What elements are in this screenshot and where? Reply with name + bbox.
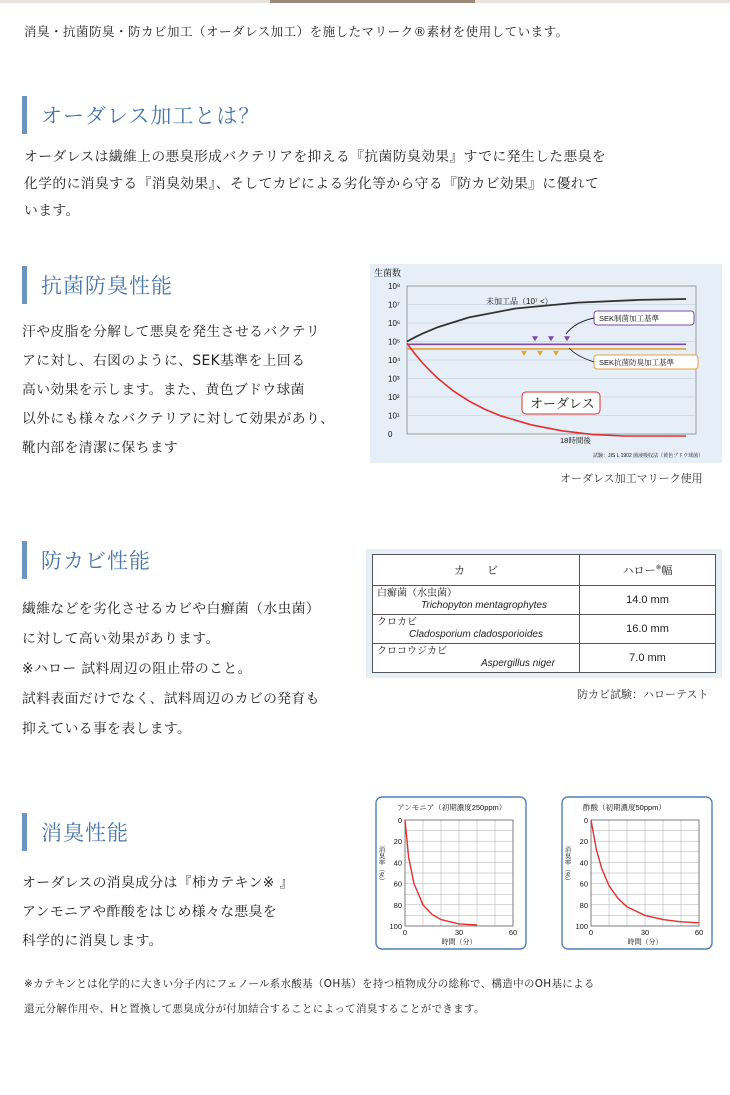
y-tick-label: 60 — [579, 879, 588, 889]
y-tick-label: 10⁷ — [388, 300, 400, 310]
y-tick-label: 0 — [388, 430, 393, 439]
mold-table-panel — [366, 549, 722, 678]
intro-text: 消臭・抗菌防臭・防カビ加工（オーダレス加工）を施したマリーク®素材を使用しています。 — [24, 24, 569, 39]
y-tick-label: 0 — [583, 816, 588, 825]
x-tick-label: 30 — [454, 928, 464, 937]
top-divider — [0, 0, 730, 3]
y-tick-label: 10⁸ — [388, 282, 401, 291]
antibacterial-line: 高い効果を示します。また、黄色ブドウ球菌 — [22, 382, 305, 398]
y-tick-label: 10⁴ — [388, 356, 401, 365]
deodorant-heading-text: 消臭性能 — [41, 821, 129, 845]
y-tick-label: 20 — [393, 837, 402, 847]
sek-bacteriostatic-pointer — [566, 318, 594, 334]
y-tick-label: 10³ — [388, 374, 400, 384]
y-tick-label: 10⁶ — [388, 319, 401, 328]
odorless-label: オーダレス — [530, 396, 595, 411]
heading-bar — [22, 813, 27, 851]
antimold-line: 試料表面だけでなく、試料周辺のカビの発育も — [22, 691, 320, 707]
acetic-acid-chart — [561, 796, 713, 950]
y-tick-label: 100 — [389, 922, 402, 931]
y-tick-label: 40 — [393, 858, 402, 868]
halo-value: 7.0 mm — [580, 644, 716, 673]
halo-value: 16.0 mm — [580, 615, 716, 644]
sek-bacteriostatic-label: SEK制菌加工基準 — [599, 314, 660, 323]
x-tick-label: 0 — [402, 928, 408, 937]
mold-name: クロカビ — [377, 617, 417, 628]
col-mold: カ ビ — [373, 555, 580, 586]
sek-antibacterial-marker — [537, 351, 543, 356]
chart-title: 酢酸（初期濃度50ppm） — [583, 803, 666, 812]
footnote-line: ※カテキンとは化学的に大きい分子内にフェノール系水酸基（OH基）を持つ植物成分の総称で、構造中のOH基による — [24, 978, 595, 990]
antibacterial-line: アに対し、右図のように、SEK基準を上回る — [22, 353, 306, 369]
antimold-line: 抑えている事を表します。 — [22, 721, 192, 737]
antibacterial-heading — [22, 266, 173, 304]
antibacterial-line: 汗や皮脂を分解して悪臭を発生させるバクテリ — [22, 324, 321, 340]
chart-title: 生菌数 — [374, 268, 402, 278]
catechin-footnote — [24, 972, 595, 1022]
mold-table — [372, 554, 716, 673]
mold-name: クロコウジカビ — [377, 646, 447, 657]
y-tick-label: 100 — [575, 922, 588, 931]
col-halo — [580, 555, 716, 586]
halo-value: 14.0 mm — [580, 586, 716, 615]
x-tick-label: 60 — [508, 928, 518, 937]
y-tick-label: 10¹ — [388, 411, 400, 421]
y-tick-label: 20 — [579, 837, 588, 847]
y-tick-label: 40 — [579, 858, 588, 868]
antibacterial-heading-text: 抗菌防臭性能 — [41, 274, 173, 298]
chart-title: アンモニア（初期濃度250ppm） — [397, 803, 507, 812]
antimold-description — [22, 594, 320, 744]
mold-name-cell — [373, 644, 580, 673]
sek-bacteriostatic-marker — [548, 336, 554, 341]
odorless-line: 化学的に消臭する『消臭効果』、そしてカビによる劣化等から守る『防カビ効果』に優れて — [24, 176, 600, 192]
mold-latin: Aspergillus niger — [481, 658, 555, 669]
y-tick-label: 10⁵ — [388, 337, 401, 347]
mold-latin: Trichopyton mentagrophytes — [421, 600, 547, 611]
x-label: 時間（分） — [627, 939, 663, 946]
deodorant-heading — [22, 813, 129, 851]
x-tick-label: 30 — [640, 928, 650, 937]
deodorant-description — [22, 869, 294, 956]
heading-bar — [22, 266, 27, 304]
y-tick-label: 0 — [397, 816, 402, 825]
top-divider-accent — [270, 0, 475, 3]
table-row — [373, 615, 716, 644]
mold-latin: Cladosporium cladosporioides — [409, 629, 543, 640]
ammonia-chart — [375, 796, 527, 950]
sek-antibacterial-marker — [521, 351, 527, 356]
mold-name: 白癬菌（水虫菌） — [377, 588, 457, 599]
odorless-heading-text: オーダレス加工とは？ — [41, 104, 261, 128]
odorless-line: オーダレスは繊維上の悪臭形成バクテリアを抑える『抗菌防臭効果』すでに発生した悪臭を — [24, 149, 607, 165]
antimold-heading-text: 防カビ性能 — [41, 549, 151, 573]
odorless-heading — [22, 96, 260, 134]
y-label: 消臭率（%） — [377, 846, 385, 885]
antimold-caption: 防カビ試験：ハローテスト — [577, 688, 709, 701]
antibacterial-description — [22, 318, 334, 463]
odorless-line: います。 — [24, 203, 80, 219]
sek-antibacterial-label: SEK抗菌防臭加工基準 — [599, 358, 675, 367]
antibacterial-line: 靴内部を清潔に保ちます — [22, 440, 179, 456]
col-halo-mark: ※ — [655, 564, 662, 572]
col-halo-label: ハロー — [622, 565, 656, 577]
bacteria-chart — [370, 264, 722, 463]
footnote-line: 還元分解作用や、Hと置換して悪臭成分が付加結合することによって消臭することができます。 — [24, 1003, 485, 1015]
antimold-heading — [22, 541, 151, 579]
odorless-description — [24, 144, 606, 225]
x-label: 18時間後 — [560, 436, 591, 445]
x-tick-label: 60 — [694, 928, 704, 937]
heading-bar — [22, 96, 27, 134]
sek-antibacterial-marker — [553, 351, 559, 356]
deodorant-line: オーダレスの消臭成分は『柿カテキン※ 』 — [22, 875, 294, 891]
y-label: 消臭率（%） — [563, 846, 571, 885]
bacteria-chart-panel — [370, 264, 722, 463]
col-halo-suffix: 幅 — [661, 565, 673, 577]
antimold-line: ※ハロー 試料周辺の阻止帯のこと。 — [22, 661, 252, 677]
sek-bacteriostatic-marker — [564, 336, 570, 341]
heading-bar — [22, 541, 27, 579]
antibacterial-caption: オーダレス加工マリーク使用 — [560, 472, 703, 485]
mold-name-cell — [373, 586, 580, 615]
y-tick-label: 80 — [579, 900, 588, 910]
y-tick-label: 60 — [393, 879, 402, 889]
x-label: 時間（分） — [441, 939, 477, 946]
table-row — [373, 644, 716, 673]
deodorant-line: 科学的に消臭します。 — [22, 933, 163, 949]
sek-bacteriostatic-marker — [532, 336, 538, 341]
antimold-line: 繊維などを劣化させるカビや白癬菌（水虫菌） — [22, 601, 321, 617]
antimold-line: に対して高い効果があります。 — [22, 631, 220, 647]
chart-footnote: 試験：JIS L 1902 菌液吸収法（黄色ブドウ球菌） — [593, 453, 704, 459]
deodorant-line: アンモニアや酢酸をはじめ様々な悪臭を — [22, 904, 277, 920]
antibacterial-line: 以外にも様々なバクテリアに対して効果があり、 — [22, 411, 335, 427]
y-tick-label: 80 — [393, 900, 402, 910]
y-tick-label: 10² — [388, 393, 400, 402]
mold-table-header — [373, 555, 716, 586]
x-tick-label: 0 — [588, 928, 594, 937]
table-row — [373, 586, 716, 615]
series-untreated-label: 未加工品（10⁷ <） — [486, 297, 553, 306]
mold-name-cell — [373, 615, 580, 644]
